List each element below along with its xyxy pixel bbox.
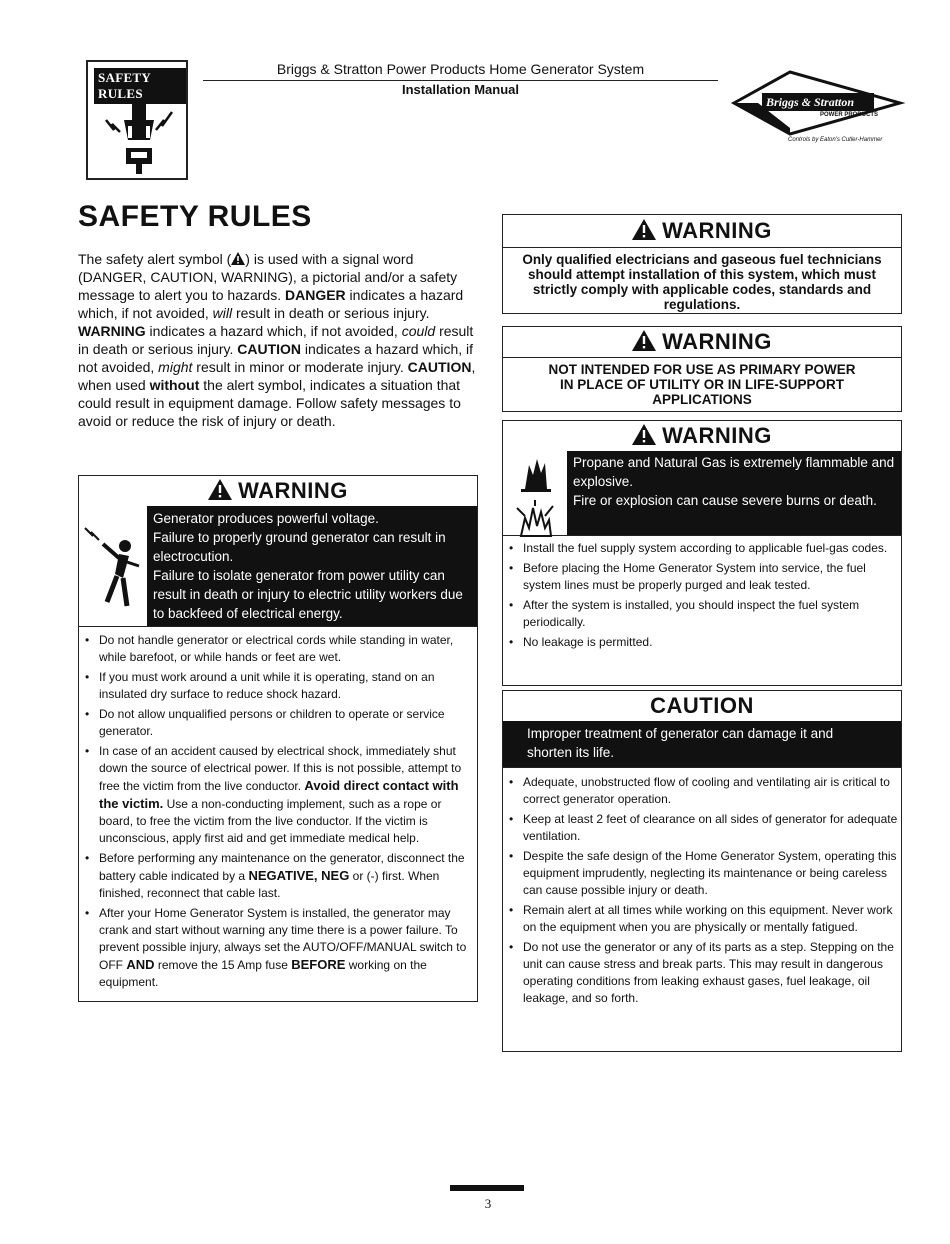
warning-signal: WARNING: [503, 421, 901, 451]
logo-brand: Briggs & Stratton: [762, 93, 874, 111]
header-rule: [203, 80, 718, 81]
page-number: 3: [484, 1196, 492, 1211]
page-number-bar: [450, 1185, 524, 1191]
caution-box: [502, 690, 902, 1052]
warning-electrical-hazard-text: Generator produces powerful voltage. Failure to properly ground generator can result in electrocution. Failure to isolate generator from power utility can result in death or injury to electric utility workers due to backfeed of electrical energy.: [147, 506, 477, 626]
list-item: • Remain alert at all times while working on this equipment. Never work on the equipment when you are physically or mentally fatigued.: [503, 902, 901, 936]
flame-icon: [503, 451, 567, 493]
page-title: SAFETY RULES: [78, 200, 312, 233]
list-item: • Keep at least 2 feet of clearance on all sides of generator for adequate ventilation.: [503, 811, 901, 845]
list-item: • Adequate, unobstructed flow of cooling and ventilating air is critical to correct generator operation.: [503, 774, 901, 808]
warning-signal: WARNING: [79, 476, 477, 506]
intro-paragraph: The safety alert symbol ( ) is used with a signal word (DANGER, CAUTION, WARNING), a pictorial and/or a safety message to alert you to hazards. DANGER indicates a hazard which, if not avoided, will result in death or serious injury. WARNING indicates a hazard which, if not avoided, could result in death or serious injury. CAUTION indicates a hazard which, if not avoided, might result in minor or moderate injury. CAUTION, when used without the alert symbol, indicates a situation that could result in equipment damage. Follow safety messages to avoid or reduce the risk of injury or death.: [78, 251, 476, 429]
warning-signal: WARNING: [503, 215, 901, 247]
list-item: • No leakage is permitted.: [503, 634, 901, 651]
list-item: • After your Home Generator System is installed, the generator may crank and start without warning any time there is a power failure. To prevent possible injury, always set the AUTO/OFF/MANUAL switch to OFF AND remove the 15 Amp fuse BEFORE working on the equipment.: [79, 905, 477, 991]
logo-credit: Controls by Eaton's Cutler-Hammer: [788, 137, 883, 143]
warning-qualified-text: Only qualified electricians and gaseous fuel technicians should attempt installation of this system, which must strictly comply with applicable codes, standards and regulations.: [522, 252, 882, 312]
warning-fuel-list: [503, 536, 901, 651]
logo-subtitle: POWER PRODUCTS: [820, 112, 879, 118]
alert-triangle-icon: [632, 330, 656, 351]
warning-fuel-box: [502, 420, 902, 686]
alert-triangle-icon: [632, 424, 656, 445]
alert-triangle-icon: [208, 479, 232, 500]
list-item: • Do not handle generator or electrical cords while standing in water, while barefoot, or while hands or feet are wet.: [79, 632, 477, 666]
list-item: • After the system is installed, you should inspect the fuel system periodically.: [503, 597, 901, 631]
header-product-line: Briggs & Stratton Power Products Home Generator System: [276, 61, 645, 77]
list-item: • If you must work around a unit while it is operating, stand on an insulated dry surface to reduce shock hazard.: [79, 669, 477, 703]
header-manual-title: Installation Manual: [401, 82, 519, 97]
list-item: • Do not use the generator or any of its parts as a step. Stepping on the unit can cause stress and break parts. This may result in dangerous operating conditions from leaking exhaust gases, fuel leakage, oil leakage, and so forth.: [503, 939, 901, 1007]
warning-qualified-box: [502, 214, 902, 314]
caution-list: [503, 768, 901, 1007]
warning-electrical-box: [78, 475, 478, 1002]
warning-electrical-list: [79, 627, 477, 991]
warning-primary-power-box: [502, 326, 902, 412]
alert-triangle-icon: [632, 219, 656, 240]
safety-rules-plug-icon: [104, 90, 174, 176]
warning-fuel-hazard-text: Propane and Natural Gas is extremely flammable and explosive. Fire or explosion can cause severe burns or death.: [567, 451, 901, 535]
list-item: • In case of an accident caused by electrical shock, immediately shut down the source of electrical power. If this is not possible, attempt to free the victim from the live conductor. Avoid direct contact with the victim. Use a non-conducting implement, such as a rope or board, to free the victim from the live conductor. If the victim is unconscious, apply first aid and get immediate medical help.: [79, 743, 477, 847]
list-item: • Install the fuel supply system according to applicable fuel-gas codes.: [503, 540, 901, 557]
briggs-stratton-logo: [728, 70, 928, 152]
warning-primary-power-text: NOT INTENDED FOR USE AS PRIMARY POWER IN PLACE OF UTILITY OR IN LIFE-SUPPORT APPLICATIONS: [548, 362, 856, 407]
safety-rules-tag: SAFETY RULES: [94, 68, 186, 104]
warning-signal: WARNING: [503, 327, 901, 357]
list-item: • Do not allow unqualified persons or children to operate or service generator.: [79, 706, 477, 740]
alert-triangle-icon: [231, 252, 245, 265]
explosion-icon: [503, 498, 567, 540]
caution-hazard-text: Improper treatment of generator can damage it and shorten its life.: [503, 721, 901, 767]
list-item: • Before placing the Home Generator System into service, the fuel system lines must be properly purged and leak tested.: [503, 560, 901, 594]
electrocution-icon: [79, 506, 147, 626]
list-item: • Before performing any maintenance on the generator, disconnect the battery cable indicated by a NEGATIVE, NEG or (-) first. When finished, reconnect that cable last.: [79, 850, 477, 902]
caution-signal: CAUTION: [650, 693, 754, 718]
list-item: • Despite the safe design of the Home Generator System, operating this equipment imprudently, neglecting its maintenance or being careless can cause possible injury or death.: [503, 848, 901, 899]
safety-rules-icon-box: [86, 60, 188, 180]
